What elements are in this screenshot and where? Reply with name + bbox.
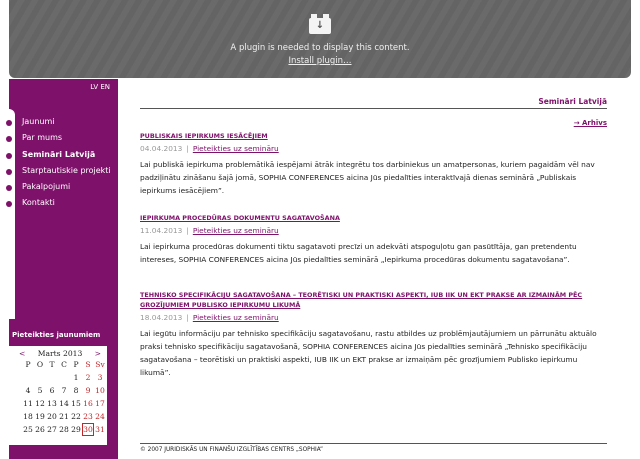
menu-item-projekti[interactable]: Starptautiskie projekti (9, 166, 111, 182)
calendar-day[interactable]: 18 (23, 412, 33, 421)
calendar-weekday: S (85, 360, 91, 369)
menu-item-jaunumi[interactable]: Jaunumi (9, 117, 111, 133)
sidebar (9, 79, 118, 459)
article (140, 290, 607, 379)
calendar (9, 346, 107, 445)
article-title[interactable]: PUBLISKAIS IEPIRKUMS IESĀCĒJIEM (140, 132, 268, 140)
calendar-day[interactable]: 24 (95, 412, 105, 421)
plugin-placeholder (9, 0, 631, 78)
menu-item-pakalpojumi[interactable]: Pakalpojumi (9, 182, 111, 198)
plugin-download-icon: ↓ (309, 14, 331, 34)
calendar-day[interactable]: 13 (47, 399, 57, 408)
plugin-message: A plugin is needed to display this content. (230, 43, 410, 53)
page-title: Semināri Latvijā (538, 97, 607, 106)
calendar-empty (46, 371, 58, 384)
register-link[interactable]: Pieteikties uz semināru (192, 313, 279, 322)
calendar-day[interactable]: 16 (83, 399, 93, 408)
article (140, 131, 607, 197)
header-divider (140, 108, 607, 109)
separator: | (186, 313, 189, 322)
calendar-day[interactable]: 7 (61, 386, 67, 395)
calendar-day[interactable]: 9 (85, 386, 91, 395)
article-date: 04.04.2013 (140, 144, 183, 153)
article-title[interactable]: IEPIRKUMA PROCEDŪRAS DOKUMENTU SAGATAVOŠANA (140, 214, 340, 222)
calendar-day[interactable]: 3 (97, 373, 103, 382)
article-text: Lai iepirkuma procedūras dokumenti tiktu sagatavoti precīzi un adekvāti atspoguļotu gan pasūtītāja, gan pretendentu intereses, SOPHIA CONFERENCES aicina Jūs piedalīties seminārā „Iepirkuma procedūras dokumentu sagatavošana”. (140, 242, 577, 264)
register-link[interactable]: Pieteikties uz semināru (192, 144, 279, 153)
calendar-day[interactable]: 6 (49, 386, 55, 395)
calendar-weekday: O (36, 360, 44, 369)
calendar-next[interactable]: > (94, 349, 101, 358)
article-date: 18.04.2013 (140, 313, 183, 322)
separator: | (186, 226, 189, 235)
article-title[interactable]: TEHNISKO SPECIFIKĀCIJU SAGATAVOŠANA – TEORĒTISKI UN PRAKTISKI ASPEKTI, IUB IIK UN EKT PRAKSE AR IZMAIŅĀM PĒC GROZĪJUMIEM PUBLISKO IEPIRKUMU LIKUMĀ (140, 291, 583, 309)
article-text: Lai publiskā iepirkuma problemātikā iespējami ātrāk integrētu tos darbiniekus un amatpersonas, kuriem pagaidām vēl nav padziļinātu zināšanu šajā jomā, SOPHIA CONFERENCES aicina Jūs piedalīties interaktīvajā dienas seminārā „Publiskais iepirkums iesācējiem”. (140, 160, 595, 195)
article (140, 213, 607, 266)
install-plugin-link[interactable]: Install plugin… (288, 56, 352, 66)
calendar-day[interactable]: 30 (83, 425, 93, 434)
language-switch[interactable]: LV EN (90, 83, 110, 91)
menu-item-seminari[interactable]: Semināri Latvijā (9, 150, 111, 166)
calendar-day[interactable]: 20 (47, 412, 57, 421)
calendar-month: Marts 2013 (37, 349, 83, 358)
calendar-day[interactable]: 4 (25, 386, 31, 395)
calendar-day[interactable]: 11 (23, 399, 33, 408)
calendar-day[interactable]: 2 (85, 373, 91, 382)
calendar-day[interactable]: 14 (59, 399, 69, 408)
calendar-weekday: Sv (95, 360, 105, 369)
main-content (140, 79, 607, 459)
calendar-empty (34, 371, 46, 384)
calendar-day[interactable]: 31 (95, 425, 105, 434)
calendar-day[interactable]: 5 (37, 386, 43, 395)
calendar-day[interactable]: 28 (59, 425, 69, 434)
calendar-weekday: P (73, 360, 79, 369)
calendar-weekday: T (49, 360, 55, 369)
calendar-weekday: C (61, 360, 67, 369)
subscribe-heading[interactable]: Pieteikties jaunumiem (12, 331, 101, 339)
archive-link[interactable]: → Arhīvs (573, 119, 607, 127)
calendar-day[interactable]: 19 (35, 412, 45, 421)
calendar-day[interactable]: 15 (71, 399, 81, 408)
calendar-weekday: P (25, 360, 31, 369)
calendar-day[interactable]: 27 (47, 425, 57, 434)
separator: | (186, 144, 189, 153)
main-menu (9, 117, 111, 215)
footer-divider (140, 443, 607, 444)
menu-item-par-mums[interactable]: Par mums (9, 133, 111, 149)
calendar-day[interactable]: 22 (71, 412, 81, 421)
calendar-grid (22, 358, 106, 436)
calendar-day[interactable]: 1 (73, 373, 79, 382)
calendar-day[interactable]: 26 (35, 425, 45, 434)
calendar-day[interactable]: 8 (73, 386, 79, 395)
calendar-empty (58, 371, 70, 384)
register-link[interactable]: Pieteikties uz semināru (192, 226, 279, 235)
calendar-day[interactable]: 10 (95, 386, 105, 395)
calendar-day[interactable]: 12 (35, 399, 45, 408)
article-date: 11.04.2013 (140, 226, 183, 235)
calendar-empty (22, 371, 34, 384)
calendar-day[interactable]: 25 (23, 425, 33, 434)
calendar-day[interactable]: 23 (83, 412, 93, 421)
footer-copyright: © 2007 JURIDISKĀS UN FINANŠU IZGLĪTĪBAS CENTRS „SOPHIA” (140, 447, 323, 453)
article-text: Lai iegūtu informāciju par tehnisko specifikāciju sagatavošanu, rastu atbildes uz problēmjautājumiem un pārrunātu aktuālo praksi tehnisko specifikāciju sagatavošanā, SOPHIA CONFERENCES aicina Jūs piedalīties seminārā „Tehnisko specifikāciju sagatavošana – teorētiski un praktiski aspekti, IUB IIK un EKT prakse ar izmaiņām pēc grozījumiem Publisko iepirkumu likumā”. (140, 329, 597, 377)
calendar-day[interactable]: 21 (59, 412, 69, 421)
calendar-day[interactable]: 17 (95, 399, 105, 408)
calendar-day[interactable]: 29 (71, 425, 81, 434)
calendar-prev[interactable]: < (19, 349, 26, 358)
menu-item-kontakti[interactable]: Kontakti (9, 198, 111, 214)
